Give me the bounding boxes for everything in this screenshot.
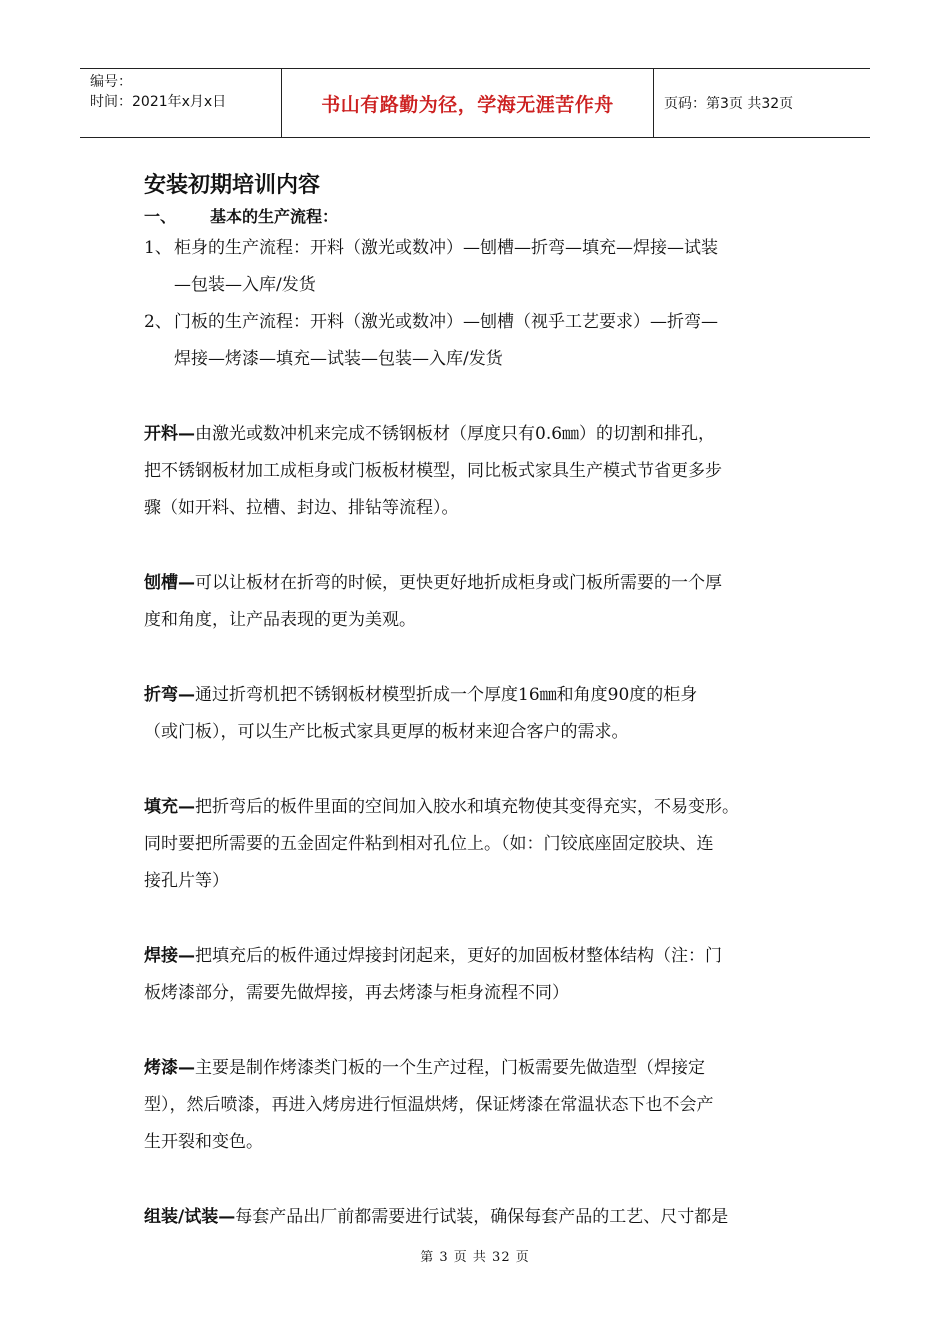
list-text: 柜身的生产流程：开料（激光或数冲）—刨槽—折弯—填充—焊接—试装 <box>174 238 718 258</box>
list-number: 2、 <box>144 312 172 332</box>
page-title: 安装初期培训内容 <box>144 173 321 198</box>
list-item <box>144 304 819 341</box>
list-text: 门板的生产流程：开料（激光或数冲）—刨槽（视乎工艺要求）—折弯— <box>174 312 718 332</box>
serial-label: 编号： <box>90 74 132 90</box>
para-line: 度和角度，让产品表现的更为美观。 <box>144 610 416 630</box>
list-item-continued <box>144 341 819 378</box>
list-text: 焊接—烤漆—填充—试装—包装—入库/发货 <box>174 349 503 369</box>
para-line: 板烤漆部分，需要先做焊接，再去烤漆与柜身流程不同） <box>144 983 569 1003</box>
term: 填充— <box>144 797 195 817</box>
para-line: 由激光或数冲机来完成不锈钢板材（厚度只有0.6㎜）的切割和排孔， <box>195 424 716 444</box>
paragraph <box>144 789 819 900</box>
term: 焊接— <box>144 946 195 966</box>
para-line: 把不锈钢板材加工成柜身或门板板材模型，同比板式家具生产模式节省更多步 <box>144 461 722 481</box>
para-line: 接孔片等） <box>144 871 229 891</box>
section-heading <box>144 204 819 230</box>
paragraph <box>144 938 819 1012</box>
para-line: 可以让板材在折弯的时候，更快更好地折成柜身或门板所需要的一个厚 <box>195 573 722 593</box>
section-number: 一、 <box>144 207 177 226</box>
paragraph <box>144 677 819 751</box>
para-line: 主要是制作烤漆类门板的一个生产过程，门板需要先做造型（焊接定 <box>195 1058 705 1078</box>
paragraph <box>144 1050 819 1161</box>
para-line: 同时要把所需要的五金固定件粘到相对孔位上。（如：门铰底座固定胶块、连 <box>144 834 714 854</box>
header-left-cell <box>80 69 281 137</box>
header-motto-cell <box>281 69 654 137</box>
term: 组装/试装— <box>144 1207 236 1227</box>
main-content <box>144 168 819 1236</box>
para-line: 生开裂和变色。 <box>144 1132 263 1152</box>
motto: 书山有路勤为径，学海无涯苦作舟 <box>321 93 614 116</box>
term: 烤漆— <box>144 1058 195 1078</box>
para-line: 型），然后喷漆，再进入烤房进行恒温烘烤，保证烤漆在常温状态下也不会产 <box>144 1095 714 1115</box>
para-line: 把填充后的板件通过焊接封闭起来，更好的加固板材整体结构（注：门 <box>195 946 722 966</box>
list-item-continued <box>144 267 819 304</box>
para-line: 把折弯后的板件里面的空间加入胶水和填充物使其变得充实，不易变形。 <box>195 797 739 817</box>
paragraph <box>144 416 819 527</box>
page-footer: 第 3 页 共 32 页 <box>420 1250 530 1265</box>
term: 刨槽— <box>144 573 195 593</box>
list-text: —包装—入库/发货 <box>174 275 316 295</box>
para-line: 骤（如开料、拉槽、封边、排钻等流程）。 <box>144 498 459 518</box>
section-title: 基本的生产流程： <box>210 207 339 226</box>
para-line: 通过折弯机把不锈钢板材模型折成一个厚度16㎜和角度90度的柜身 <box>195 685 698 705</box>
paragraph <box>144 1199 819 1236</box>
list-number: 1、 <box>144 238 172 258</box>
term: 开料— <box>144 424 195 444</box>
term: 折弯— <box>144 685 195 705</box>
paragraph <box>144 565 819 639</box>
page-info: 页码：第3页 共32页 <box>664 96 794 112</box>
header-page-cell <box>654 69 870 137</box>
date-line: 时间：2021年x月x日 <box>90 94 227 110</box>
list-item <box>144 230 819 267</box>
para-line: 每套产品出厂前都需要进行试装，确保每套产品的工艺、尺寸都是 <box>235 1207 729 1227</box>
para-line: （或门板），可以生产比板式家具更厚的板材来迎合客户的需求。 <box>144 722 629 742</box>
header-table <box>80 68 870 138</box>
